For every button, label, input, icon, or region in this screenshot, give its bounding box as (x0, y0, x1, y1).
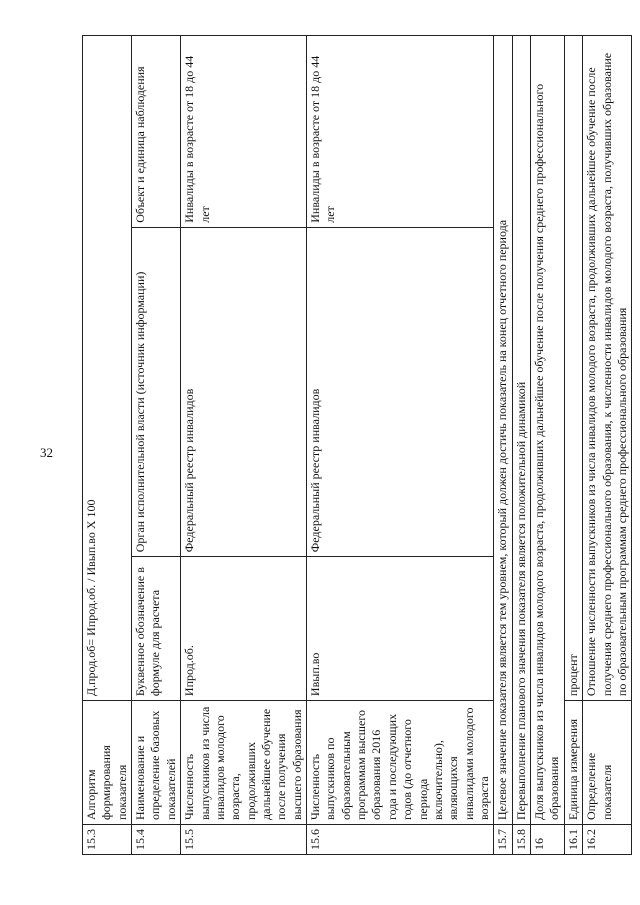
row-label: Численность выпускников из числа инвалидов молодого возраста, продолживших дальнейшее обучение после получения высшего образования (181, 701, 307, 825)
row-number: 15.6 (307, 825, 494, 855)
header-symbol: Буквенное обозначение в формуле для расчета (132, 557, 181, 701)
row-label: Определение показателя (583, 701, 632, 825)
table-row (83, 36, 132, 855)
table-row (307, 36, 494, 855)
row-number: 15.8 (512, 825, 530, 855)
row-number: 16 (531, 825, 565, 855)
row-number: 15.4 (132, 825, 181, 855)
table-row (494, 36, 512, 855)
cell-symbol: Ипрод.об. (181, 557, 307, 701)
table-row (132, 36, 181, 855)
row-number: 15.7 (494, 825, 512, 855)
table-row (583, 36, 632, 855)
page-number: 32 (40, 445, 53, 460)
row-label: Алгоритм формирования показателя (83, 701, 132, 825)
row-label: Единица измерения (564, 701, 582, 825)
indicator-title: Доля выпускников из числа инвалидов молодого возраста, продолживших дальнейшее обучение после получения среднего профессионального образования (531, 36, 565, 825)
table-row (512, 36, 530, 855)
cell-symbol: Ивып.во (307, 557, 494, 701)
row-number: 15.5 (181, 825, 307, 855)
table-row (181, 36, 307, 855)
row-text: Перевыполнение планового значения показателя является положительной динамикой (512, 36, 530, 825)
row-value: Д.прод.об= Ипрод.об. / Ивып.во Х 100 (83, 36, 132, 701)
cell-source: Федеральный реестр инвалидов (181, 227, 307, 556)
row-number: 16.1 (564, 825, 582, 855)
row-label: Численность выпускников по образовательным программам высшего образования 2016 года и последующих годов (до отчетного периода включительно), являющихся инвалидами молодого возраста (307, 701, 494, 825)
indicator-table (82, 35, 632, 855)
row-number: 15.3 (83, 825, 132, 855)
header-source: Орган исполнительной власти (источник информации) (132, 227, 181, 556)
header-object: Объект и единица наблюдения (132, 36, 181, 228)
row-value: процент (564, 36, 582, 701)
table-row (564, 36, 582, 855)
cell-object: Инвалиды в возрасте от 18 до 44 лет (181, 36, 307, 228)
table-row (531, 36, 565, 855)
row-value: Отношение численности выпускников из числа инвалидов молодого возраста, продолживших дальнейшее обучение после получения среднего профессионального образования, к численности инвалидов молодого возраста, получивших образование по образовательным программам среднего профессионального образования (583, 36, 632, 701)
cell-object: Инвалиды в возрасте от 18 до 44 лет (307, 36, 494, 228)
row-label: Наименование и определение базовых показателей (132, 701, 181, 825)
cell-source: Федеральный реестр инвалидов (307, 227, 494, 556)
row-text: Целевое значение показателя является тем уровнем, который должен достичь показатель на конец отчетного периода (494, 36, 512, 825)
row-number: 16.2 (583, 825, 632, 855)
rotated-table-area (82, 35, 629, 855)
